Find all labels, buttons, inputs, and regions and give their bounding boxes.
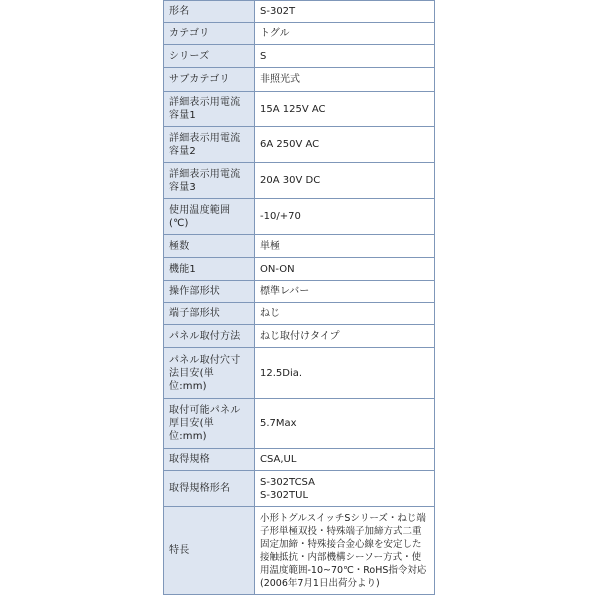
- row-value-operating-temp: -10/+70: [255, 199, 435, 235]
- row-label-series: シリーズ: [164, 45, 255, 68]
- row-label-current-capacity-1: 詳細表示用電流容量1: [164, 92, 255, 127]
- row-value-actuator-shape: 標準レバー: [255, 281, 435, 303]
- row-label-standards: 取得規格: [164, 449, 255, 471]
- row-value-category: トグル: [255, 23, 435, 45]
- table-row: [164, 325, 435, 348]
- table-row: [164, 471, 435, 507]
- table-row: [164, 45, 435, 68]
- table-row: [164, 399, 435, 449]
- row-value-standard-models: S-302TCSA S-302TUL: [255, 471, 435, 507]
- row-value-subcategory: 非照光式: [255, 68, 435, 92]
- row-value-series: S: [255, 45, 435, 68]
- row-label-terminal-shape: 端子部形状: [164, 303, 255, 325]
- row-value-panel-thickness: 5.7Max: [255, 399, 435, 449]
- row-value-standards: CSA,UL: [255, 449, 435, 471]
- row-value-panel-hole: 12.5Dia.: [255, 348, 435, 399]
- row-label-operating-temp: 使用温度範囲(℃): [164, 199, 255, 235]
- row-value-function: ON-ON: [255, 258, 435, 281]
- table-row: [164, 1, 435, 23]
- row-label-current-capacity-3: 詳細表示用電流容量3: [164, 163, 255, 199]
- row-label-standard-models: 取得規格形名: [164, 471, 255, 507]
- row-label-panel-hole: パネル取付穴寸法目安(単位:mm): [164, 348, 255, 399]
- row-label-panel-thickness: 取付可能パネル厚目安(単位:mm): [164, 399, 255, 449]
- table-row: [164, 348, 435, 399]
- row-label-function: 機能1: [164, 258, 255, 281]
- table-row: [164, 199, 435, 235]
- row-label-model: 形名: [164, 1, 255, 23]
- row-value-current-capacity-3: 20A 30V DC: [255, 163, 435, 199]
- row-value-features: 小形トグルスイッチSシリーズ・ねじ端子形単極双投・特殊端子加締方式二重固定加締・特殊接合金心線を安定した接触抵抗・内部機構シーソー方式・使用温度範囲-10~70℃・RoHS指令対応(2006年7月1日出荷分より): [255, 507, 435, 595]
- row-label-actuator-shape: 操作部形状: [164, 281, 255, 303]
- row-value-panel-mount: ねじ取付けタイプ: [255, 325, 435, 348]
- row-label-current-capacity-2: 詳細表示用電流容量2: [164, 127, 255, 163]
- table-row: [164, 507, 435, 595]
- spec-table: [163, 0, 435, 595]
- row-value-poles: 単極: [255, 235, 435, 258]
- row-value-current-capacity-2: 6A 250V AC: [255, 127, 435, 163]
- table-row: [164, 92, 435, 127]
- table-row: [164, 235, 435, 258]
- table-row: [164, 258, 435, 281]
- table-row: [164, 23, 435, 45]
- table-row: [164, 303, 435, 325]
- row-value-model: S-302T: [255, 1, 435, 23]
- row-label-poles: 極数: [164, 235, 255, 258]
- row-value-current-capacity-1: 15A 125V AC: [255, 92, 435, 127]
- table-row: [164, 281, 435, 303]
- row-label-subcategory: サブカテゴリ: [164, 68, 255, 92]
- row-label-category: カテゴリ: [164, 23, 255, 45]
- row-label-features: 特長: [164, 507, 255, 595]
- table-row: [164, 449, 435, 471]
- table-row: [164, 127, 435, 163]
- row-value-terminal-shape: ねじ: [255, 303, 435, 325]
- table-row: [164, 68, 435, 92]
- table-row: [164, 163, 435, 199]
- row-label-panel-mount: パネル取付方法: [164, 325, 255, 348]
